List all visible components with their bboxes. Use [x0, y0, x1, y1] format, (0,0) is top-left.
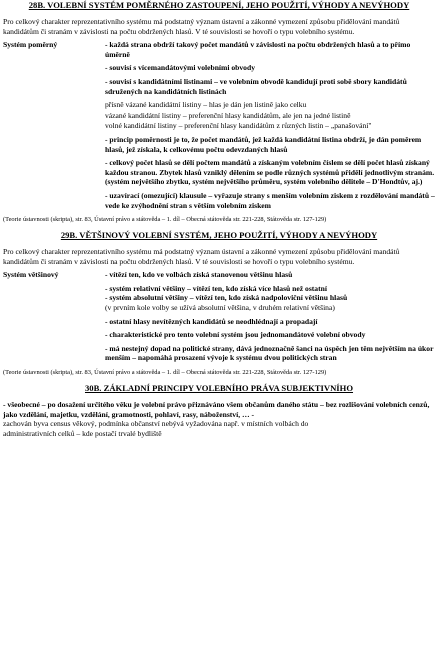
- list-item: přísně vázané kandidátní listiny – hlas je dán jen listině jako celku: [105, 100, 307, 110]
- section-29-intro: Pro celkový charakter reprezentativního systému má podstatný význam ústavní a zákonné vymezení způsobu přidělování mandátů kandidátům či stranám v závislosti na počtu obdržených hlasů. V té souvislosti se hovoří o typu volebního systému.: [3, 247, 400, 266]
- section-30-body: [3, 400, 435, 438]
- list-item: vázané kandidátní listiny – preferenční hlasy kandidátům, ale jen na jedné listině: [105, 110, 351, 120]
- section-29-body: [3, 270, 435, 367]
- list-item: - systém absolutní většiny – vítězí ten, kdo získá nadpoloviční většinu hlasů: [105, 293, 348, 303]
- list-item: - vítězí ten, kdo ve volbách získá stanovenou většinu hlasů: [105, 270, 293, 280]
- section-28-term: Systém poměrný: [3, 40, 58, 50]
- list-item: - souvisí s vícemandátovými volebními obvody: [105, 63, 255, 73]
- list-item: - systém relativní většiny – vítězí ten, kdo získá více hlasů než ostatní: [105, 283, 327, 293]
- list-item: volné kandidátní listiny – preferenční hlasy kandidátům z různých listin – „panašování": [105, 121, 372, 131]
- list-item: - uzavírací (omezující) klausule – vyřazuje strany s menším volebním ziskem z rozdělování mandátů – vede ke zvýhodnění stran s větším volebním ziskem: [105, 190, 435, 210]
- section-29-source: (Teorie ústavnosti (skripta), str. 83, Ústavní právo a státověda – 1. díl – Obecná státověda str. 221-228, Státověda str. 127-129): [3, 369, 327, 377]
- list-item: administrativních celků – kde postačí trvalé bydliště: [3, 428, 162, 438]
- section-29-items: [105, 270, 435, 367]
- list-item: - charakteristické pro tento volební systém jsou jednomandátové volební obvody: [105, 330, 366, 340]
- section-30-title: 30B. ZÁKLADNÍ PRINCIPY VOLEBNÍHO PRÁVA SUBJEKTIVNÍHO: [84, 383, 354, 394]
- section-28-body: [3, 40, 435, 214]
- section-28-source: (Teorie ústavnosti (skripta), str. 83, Ústavní právo a státověda – 1. díl – Obecná státověda str. 221-228, Státověda str. 127-129): [3, 216, 327, 224]
- list-item: - všeobecné – po dosažení určitého věku je volební právo přiznáváno všem občanům daného státu – bez rozlišování volebních cenzů, jako vzdělání, majetku, vzdělání, gramotnosti, pohlaví, rasy, náboženství, … -: [3, 400, 430, 419]
- list-item: - má nestejný dopad na politické strany, dává jednoznačně šanci na úspěch jen těm největším na úkor menším – napomáhá prosazení vývoje k systému dvou politických stran: [105, 343, 434, 363]
- list-item: - každá strana obdrží takový počet mandátů v závislosti na počtu obdržených hlasů a to přímo úměrně: [105, 40, 411, 59]
- section-29-title: 29B. VĚTŠINOVÝ VOLEBNÍ SYSTÉM, JEHO POUŽITÍ, VÝHODY A NEVÝHODY: [60, 230, 378, 241]
- majority-types: [105, 284, 435, 313]
- section-28-items: [105, 40, 435, 214]
- list-item: zachován byva census věkový, podmínka občanství nebývá vyžadována např. v místních volbách do: [3, 419, 309, 429]
- list-item-note: (v prvním kole volby se užívá absolutní většina, v druhém relativní většina): [105, 303, 335, 313]
- list-item: - souvisí s kandidátními listinami – ve volebním obvodě kandidují proti sobě sbory kandidátů sdružených na kandidátních listinách: [105, 76, 407, 96]
- candidate-list-types: [105, 100, 435, 131]
- section-28-intro: Pro celkový charakter reprezentativního systému má podstatný význam ústavní a zákonné vymezení způsobu přidělování mandátů kandidátům či stranám v závislosti na počtu obdržených hlasů. V té souvislosti se hovoří o typu volebního systému.: [3, 17, 400, 36]
- list-item: - celkový počet hlasů se dělí počtem mandátů a získaným volebním číslem se dělí počet hlasů získaný každou stranou. Zbytek hlasů vzniklý dělením se podle různých systémů přidělí jednotlivým stranám. (systém největšího zbytku, systém největšího průměru, systém volebního dělitele – D'Hondtův, aj.): [105, 158, 435, 187]
- list-item: - princip poměrnosti je to, že počet mandátů, jež každá kandidátní listina obdrží, je dán poměrem hlasů, jež získala, k celkovému počtu odevzdaných hlasů: [105, 134, 422, 154]
- list-item: - ostatní hlasy nevítězných kandidátů se neodhlédnají a propadají: [105, 316, 318, 326]
- section-29-term: Systém většinový: [3, 270, 59, 280]
- section-28-title: 28B. VOLEBNÍ SYSTÉM POMĚRNÉHO ZASTOUPENÍ, JEHO POUŽITÍ, VÝHODY A NEVÝHODY: [28, 0, 410, 10]
